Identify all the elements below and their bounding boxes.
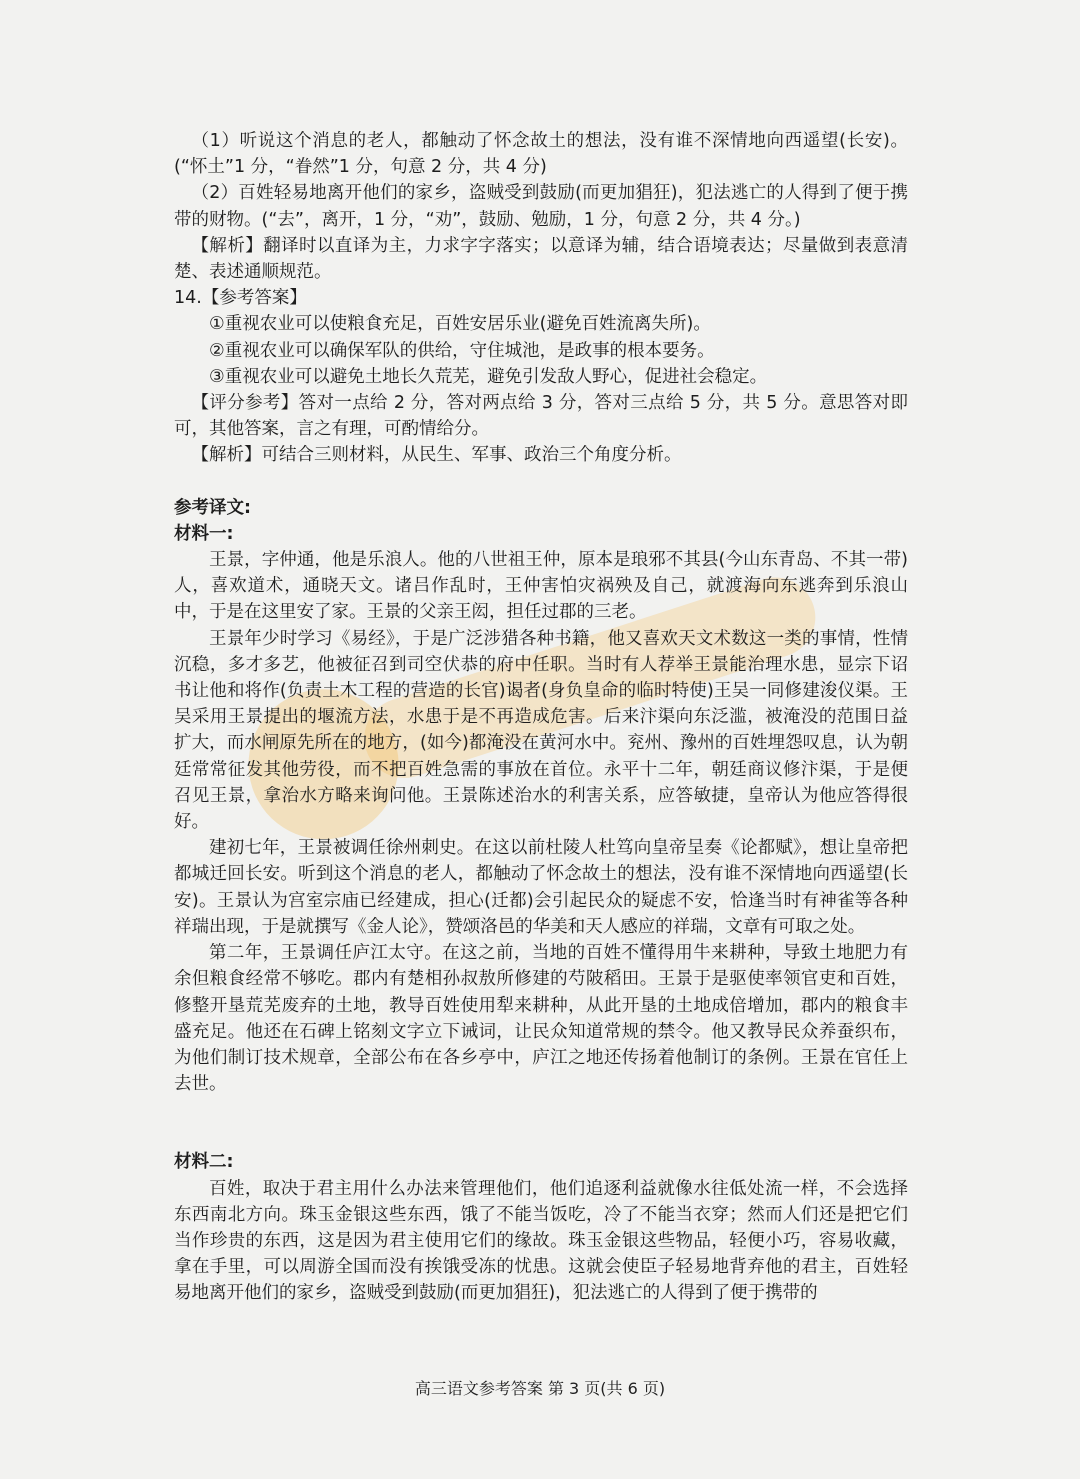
spacer bbox=[174, 1097, 908, 1149]
material-2-heading: 材料二: bbox=[174, 1152, 234, 1173]
material-1-paragraph: 王景，字仲通，他是乐浪人。他的八世祖王仲，原本是琅邪不其县(今山东青岛、不其一带)人，喜欢道术，通晓天文。诸吕作乱时，王仲害怕灾祸殃及自己，就渡海向东逃奔到乐浪山中，于是在这里安了家。王景的父亲王闳，担任过郡的三老。 bbox=[174, 550, 908, 623]
translation-item-2: （2）百姓轻易地离开他们的家乡，盗贼受到鼓励(而更加猖狂)，犯法逃亡的人得到了便于携带的财物。(“去”，离开，1 分，“劝”，鼓励、勉励，1 分，句意 2 分，共 4 分。) bbox=[174, 183, 908, 230]
translation-analysis: 【解析】翻译时以直译为主，力求字字落实；以意译为辅，结合语境表达；尽量做到表意清楚、表述通顺规范。 bbox=[174, 235, 908, 283]
material-1-heading: 材料一: bbox=[174, 523, 234, 544]
material-2-paragraph: 百姓，取决于君主用什么办法来管理他们，他们追逐利益就像水往低处流一样，不会选择东西南北方向。珠玉金银这些东西，饿了不能当饭吃，冷了不能当衣穿；然而人们还是把它们当作珍贵的东西，这是因为君主使用它们的缘故。珠玉金银这些物品，轻便小巧，容易收藏，拿在手里，可以周游全国而没有挨饿受冻的忧患。这就会使臣子轻易地背弃他的君主，百姓轻易地离开他们的家乡，盗贼受到鼓励(而更加猖狂)，犯法逃亡的人得到了便于携带的 bbox=[174, 1178, 908, 1304]
answer-point-1: ①重视农业可以使粮食充足，百姓安居乐业(避免百姓流离失所)。 bbox=[209, 314, 711, 335]
question-14-analysis: 【解析】可结合三则材料，从民生、军事、政治三个角度分析。 bbox=[191, 445, 682, 466]
answer-point-2: ②重视农业可以确保军队的供给，守住城池，是政事的根本要务。 bbox=[209, 340, 715, 361]
reference-translation-heading: 参考译文: bbox=[174, 497, 251, 518]
answer-point-3: ③重视农业可以避免土地长久荒芜，避免引发敌人野心，促进社会稳定。 bbox=[209, 366, 768, 387]
material-1-paragraph: 王景年少时学习《易经》，于是广泛涉猎各种书籍，他又喜欢天文术数这一类的事情，性情沉稳，多才多艺，他被征召到司空伏恭的府中任职。当时有人荐举王景能治理水患，显宗下诏书让他和将作(负责土木工程的营造的长官)谒者(身负皇命的临时特使)王吴一同修建浚仪渠。王吴采用王景提出的堰流方法，水患于是不再造成危害。后来汴渠向东泛滥，被淹没的范围日益扩大，而水闸原先所在的地方，(如今)都淹没在黄河水中。兖州、豫州的百姓埋怨叹息，认为朝廷常常征发其他劳役，而不把百姓急需的事放在首位。永平十二年，朝廷商议修汴渠，于是便召见王景，拿治水方略来询问他。王景陈述治水的利害关系，应答敏捷，皇帝认为他应答得很好。 bbox=[174, 628, 908, 833]
page-footer: 高三语文参考答案 第 3 页(共 6 页) bbox=[414, 1379, 666, 1398]
spacer bbox=[174, 469, 908, 495]
question-14-heading: 14.【参考答案】 bbox=[174, 288, 307, 309]
translation-item-1: （1）听说这个消息的老人，都触动了怀念故土的想法，没有谁不深情地向西遥望(长安)。(“怀土”1 分，“眷然”1 分，句意 2 分，共 4 分) bbox=[174, 131, 908, 178]
material-1-paragraph: 第二年，王景调任庐江太守。在这之前，当地的百姓不懂得用牛来耕种，导致土地肥力有余但粮食经常不够吃。郡内有楚相孙叔敖所修建的芍陂稻田。王景于是驱使率领官吏和百姓，修整开垦荒芜废弃的土地，教导百姓使用犁来耕种，从此开垦的土地成倍增加，郡内的粮食丰盛充足。他还在石碑上铭刻文字立下诫词，让民众知道常规的禁令。他又教导民众养蚕织布，为他们制订技术规章，全部公布在各乡亭中，庐江之地还传扬着他制订的条例。王景在官任上去世。 bbox=[174, 943, 908, 1095]
scoring-reference: 【评分参考】答对一点给 2 分，答对两点给 3 分，答对三点给 5 分，共 5 分。意思答对即可，其他答案，言之有理，可酌情给分。 bbox=[174, 393, 908, 440]
page-content bbox=[174, 128, 908, 1307]
material-1-paragraph: 建初七年，王景被调任徐州刺史。在这以前杜陵人杜笃向皇帝呈奏《论都赋》，想让皇帝把都城迁回长安。听到这个消息的老人，都触动了怀念故土的想法，没有谁不深情地向西遥望(长安)。王景认为宫室宗庙已经建成，担心(迁都)会引起民众的疑虑不安，恰逢当时有神雀等各种祥瑞出现，于是就撰写《金人论》，赞颂洛邑的华美和天人感应的祥瑞，文章有可取之处。 bbox=[174, 838, 908, 937]
